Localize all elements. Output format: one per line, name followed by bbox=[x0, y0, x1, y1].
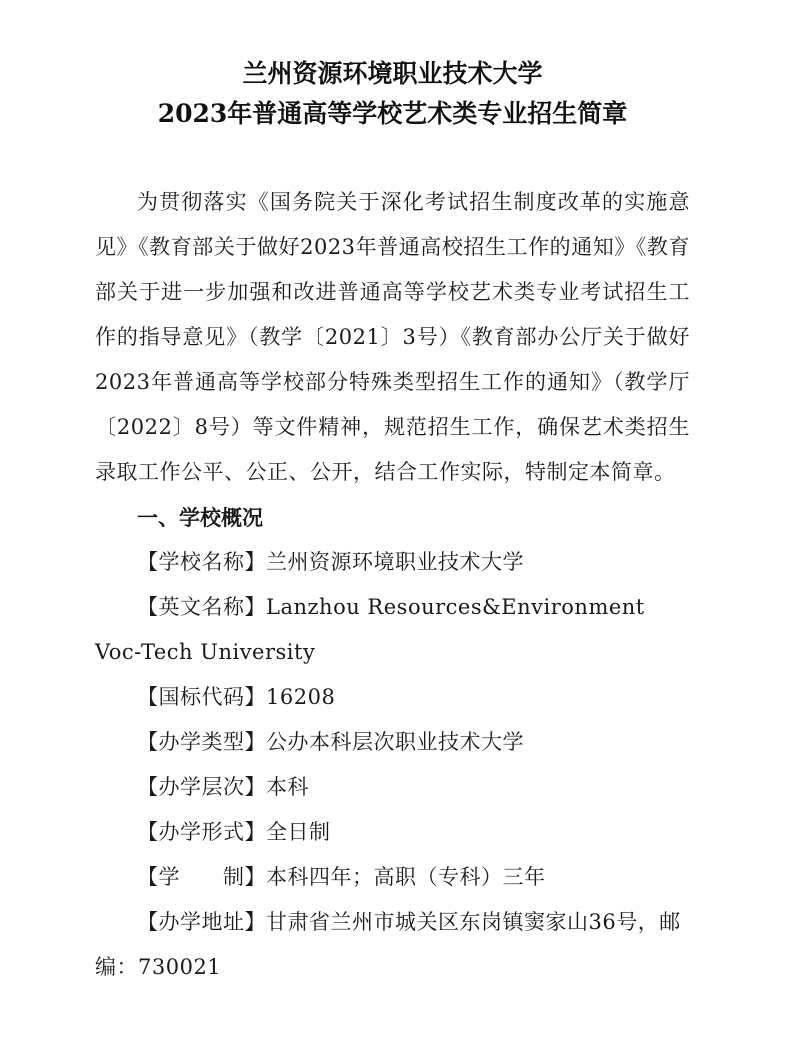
field-label: 【办学地址】 bbox=[137, 910, 266, 934]
field-school-form bbox=[95, 810, 690, 855]
field-label: 【国标代码】 bbox=[137, 685, 266, 709]
field-value: 本科 bbox=[266, 775, 309, 799]
field-value: 兰州资源环境职业技术大学 bbox=[266, 550, 524, 574]
field-study-length bbox=[95, 855, 690, 900]
field-label: 【学 制】 bbox=[137, 865, 266, 889]
document-title-line2: 2023年普通高等学校艺术类专业招生简章 bbox=[157, 99, 628, 128]
field-value: 公办本科层次职业技术大学 bbox=[266, 730, 524, 754]
field-school-address bbox=[95, 900, 690, 990]
document-title-line1: 兰州资源环境职业技术大学 bbox=[242, 59, 543, 88]
field-label: 【办学形式】 bbox=[137, 820, 266, 844]
field-national-code bbox=[95, 675, 690, 720]
field-school-name bbox=[95, 540, 690, 585]
field-value: 16208 bbox=[266, 685, 336, 709]
field-value: Lanzhou Resources&Environment Voc-Tech University bbox=[95, 595, 645, 664]
section-heading-school-overview: 一、学校概况 bbox=[137, 505, 263, 530]
field-value: 本科四年；高职（专科）三年 bbox=[266, 865, 546, 889]
field-value: 全日制 bbox=[266, 820, 331, 844]
field-school-type bbox=[95, 720, 690, 765]
field-school-level bbox=[95, 765, 690, 810]
intro-paragraph: 为贯彻落实《国务院关于深化考试招生制度改革的实施意见》《教育部关于做好2023年普通高校招生工作的通知》《教育部关于进一步加强和改进普通高等学校艺术类专业考试招生工作的指导意见》（教学〔2021〕3号）《教育部办公厅关于做好2023年普通高等学校部分特殊类型招生工作的通知》（教学厅〔2022〕8号）等文件精神，规范招生工作，确保艺术类招生录取工作公平、公正、公开，结合工作实际，特制定本简章。 bbox=[95, 190, 690, 484]
field-label: 【英文名称】 bbox=[137, 595, 266, 619]
field-label: 【学校名称】 bbox=[137, 550, 266, 574]
field-english-name bbox=[95, 585, 690, 675]
field-label: 【办学类型】 bbox=[137, 730, 266, 754]
field-value: 甘肃省兰州市城关区东岗镇窦家山36号，邮编：730021 bbox=[95, 910, 681, 979]
field-label: 【办学层次】 bbox=[137, 775, 266, 799]
